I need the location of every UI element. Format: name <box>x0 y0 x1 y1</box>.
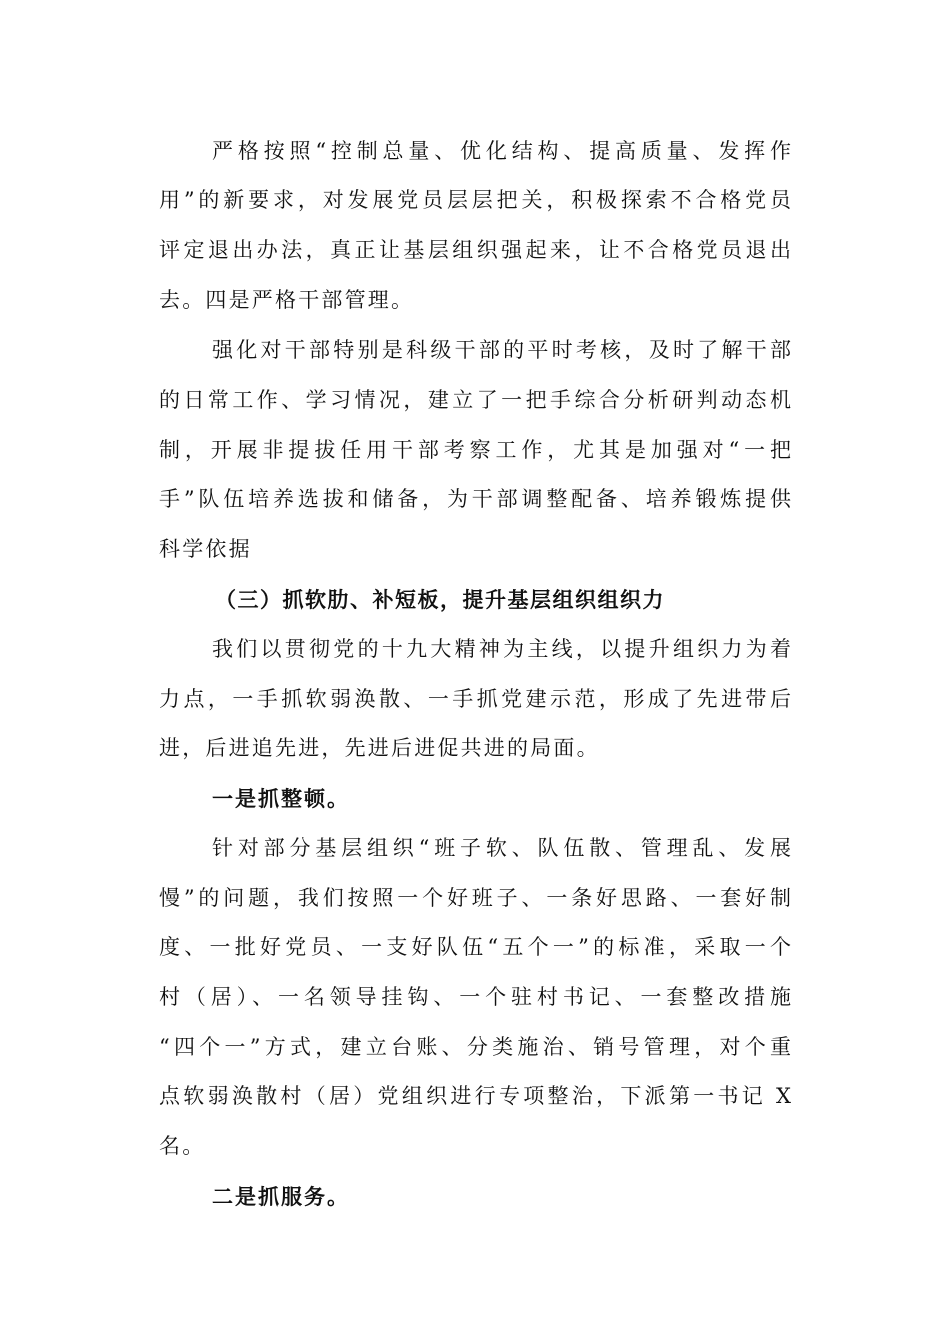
subheading: 二是抓服务。 <box>212 1184 350 1209</box>
paragraph-line: 点软弱涣散村（居）党组织进行专项整治，下派第一书记 X <box>159 1084 791 1108</box>
paragraph-line: 科学依据 <box>159 537 252 561</box>
paragraph-line: 手”队伍培养选拔和储备，为干部调整配备、培养锻炼提供 <box>159 487 791 511</box>
paragraph-line: 制，开展非提拔任用干部考察工作，尤其是加强对“一把 <box>159 438 791 462</box>
paragraph-line: 力点，一手抓软弱涣散、一手抓党建示范，形成了先进带后 <box>159 687 791 711</box>
paragraph-line: 针对部分基层组织“班子软、队伍散、管理乱、发展 <box>212 836 791 860</box>
paragraph-line: 进，后进追先进，先进后进促共进的局面。 <box>159 736 600 760</box>
paragraph-line: 我们以贯彻党的十九大精神为主线，以提升组织力为着 <box>212 637 791 661</box>
paragraph-line: 慢”的问题，我们按照一个好班子、一条好思路、一套好制 <box>159 886 791 910</box>
paragraph-line: 的日常工作、学习情况，建立了一把手综合分析研判动态机 <box>159 388 791 412</box>
paragraph-line: 度、一批好党员、一支好队伍“五个一”的标准，采取一个 <box>159 935 791 959</box>
paragraph-line: 村（居）、一名领导挂钩、一个驻村书记、一套整改措施 <box>159 985 791 1009</box>
paragraph-line: 强化对干部特别是科级干部的平时考核，及时了解干部 <box>212 338 791 362</box>
section-heading: （三）抓软肋、补短板，提升基层组织组织力 <box>215 587 665 612</box>
paragraph-line: 名。 <box>159 1134 206 1158</box>
paragraph-line: 用”的新要求，对发展党员层层把关，积极探索不合格党员 <box>159 188 791 212</box>
paragraph-line: 去。四是严格干部管理。 <box>159 288 415 312</box>
paragraph-line: “四个一”方式，建立台账、分类施治、销号管理，对个重 <box>159 1035 791 1059</box>
paragraph-line: 严格按照“控制总量、优化结构、提高质量、发挥作 <box>212 139 791 163</box>
subheading: 一是抓整顿。 <box>212 786 350 811</box>
paragraph-line: 评定退出办法，真正让基层组织强起来，让不合格党员退出 <box>159 238 791 262</box>
